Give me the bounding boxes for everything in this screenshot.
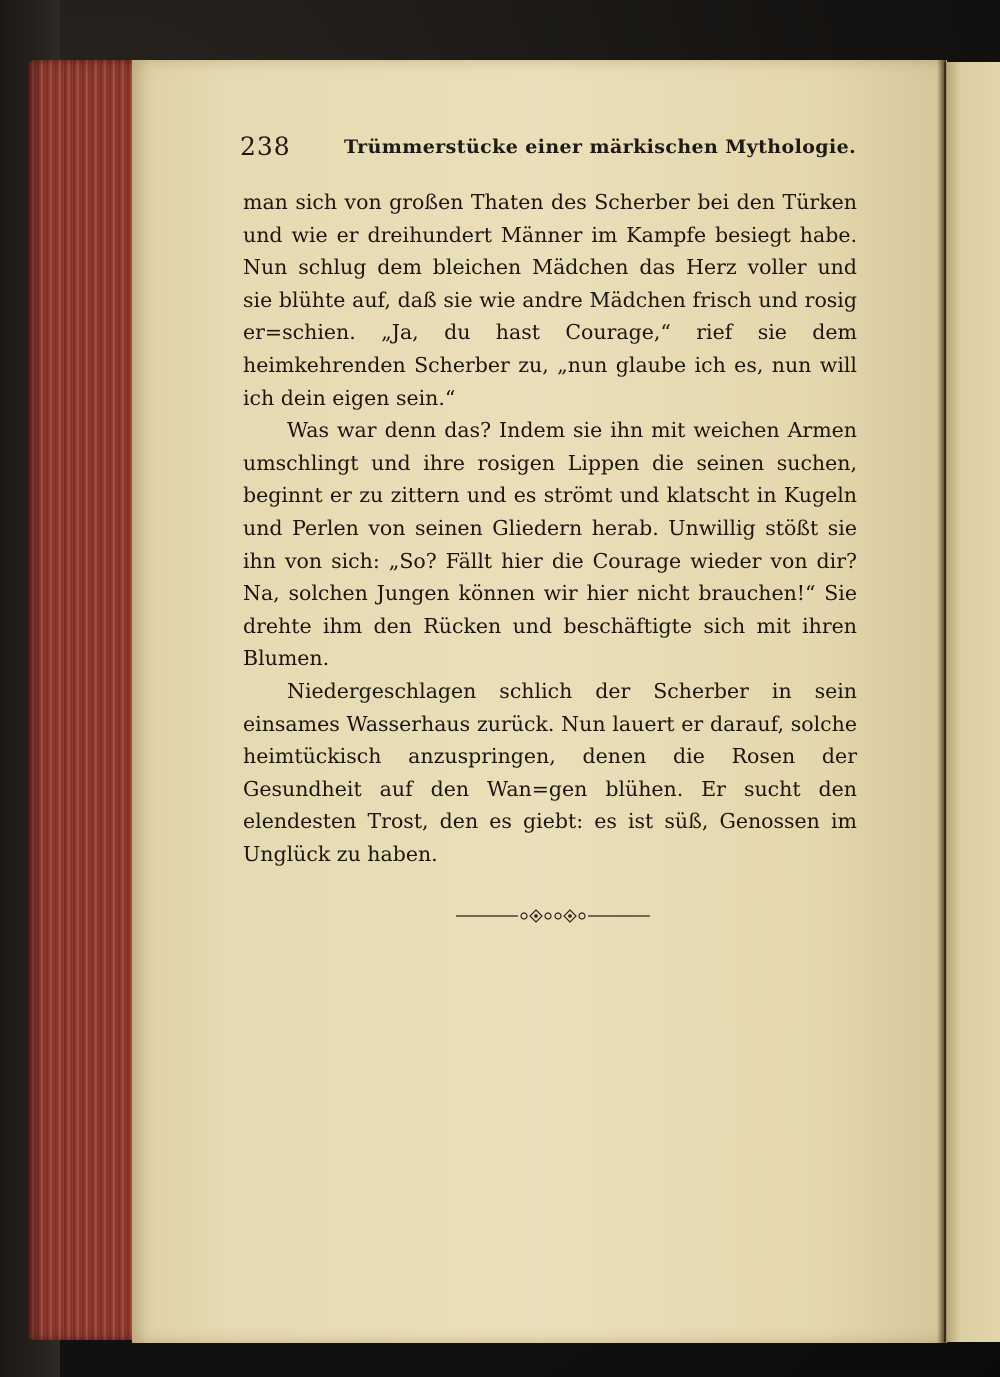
paragraph-3: Niedergeschlagen schlich der Scherber in sein einsames Wasserhaus zurück. Nun lauert er darauf, solche heimtückisch anzuspringen, denen die Rosen der Gesundheit auf den Wan=gen blühen. Er sucht den elendesten Trost, den es giebt: es ist süß, Genossen im Unglück zu haben. [243,678,857,866]
page-gutter [937,60,946,1343]
paragraph-2: Was war denn das? Indem sie ihn mit weichen Armen umschlingt und ihre rosigen Lippen die seinen suchen, beginnt er zu zittern und es strömt und klatscht in Kugeln und Perlen von seinen Gliedern herab. Unwillig stößt sie ihn von sich: „So? Fällt hier die Courage wieder von dir? Na, solchen Jungen können wir hier nicht brauchen!“ Sie drehte ihm den Rücken und beschäftigte sich mit ihren Blumen. [243,418,857,671]
red-page-edges [28,60,140,1340]
section-end-ornament [456,906,650,926]
paragraph-1: man sich von großen Thaten des Scherber bei den Türken und wie er dreihundert Männer im Kampfe besiegt habe. Nun schlug dem bleichen Mädchen das Herz voller und sie blühte auf, daß sie wie andre Mädchen frisch und rosig er=schien. „Ja, du hast Courage,“ rief sie dem heimkehrenden Scherber zu, „nun glaube ich es, nun will ich dein eigen sein.“ [243,190,857,410]
page-number: 238 [240,132,291,161]
page-header [240,132,860,166]
facing-page-edge [944,62,1000,1342]
body-text [243,186,857,870]
running-title: Trümmerstücke einer märkischen Mythologie. [344,136,857,158]
